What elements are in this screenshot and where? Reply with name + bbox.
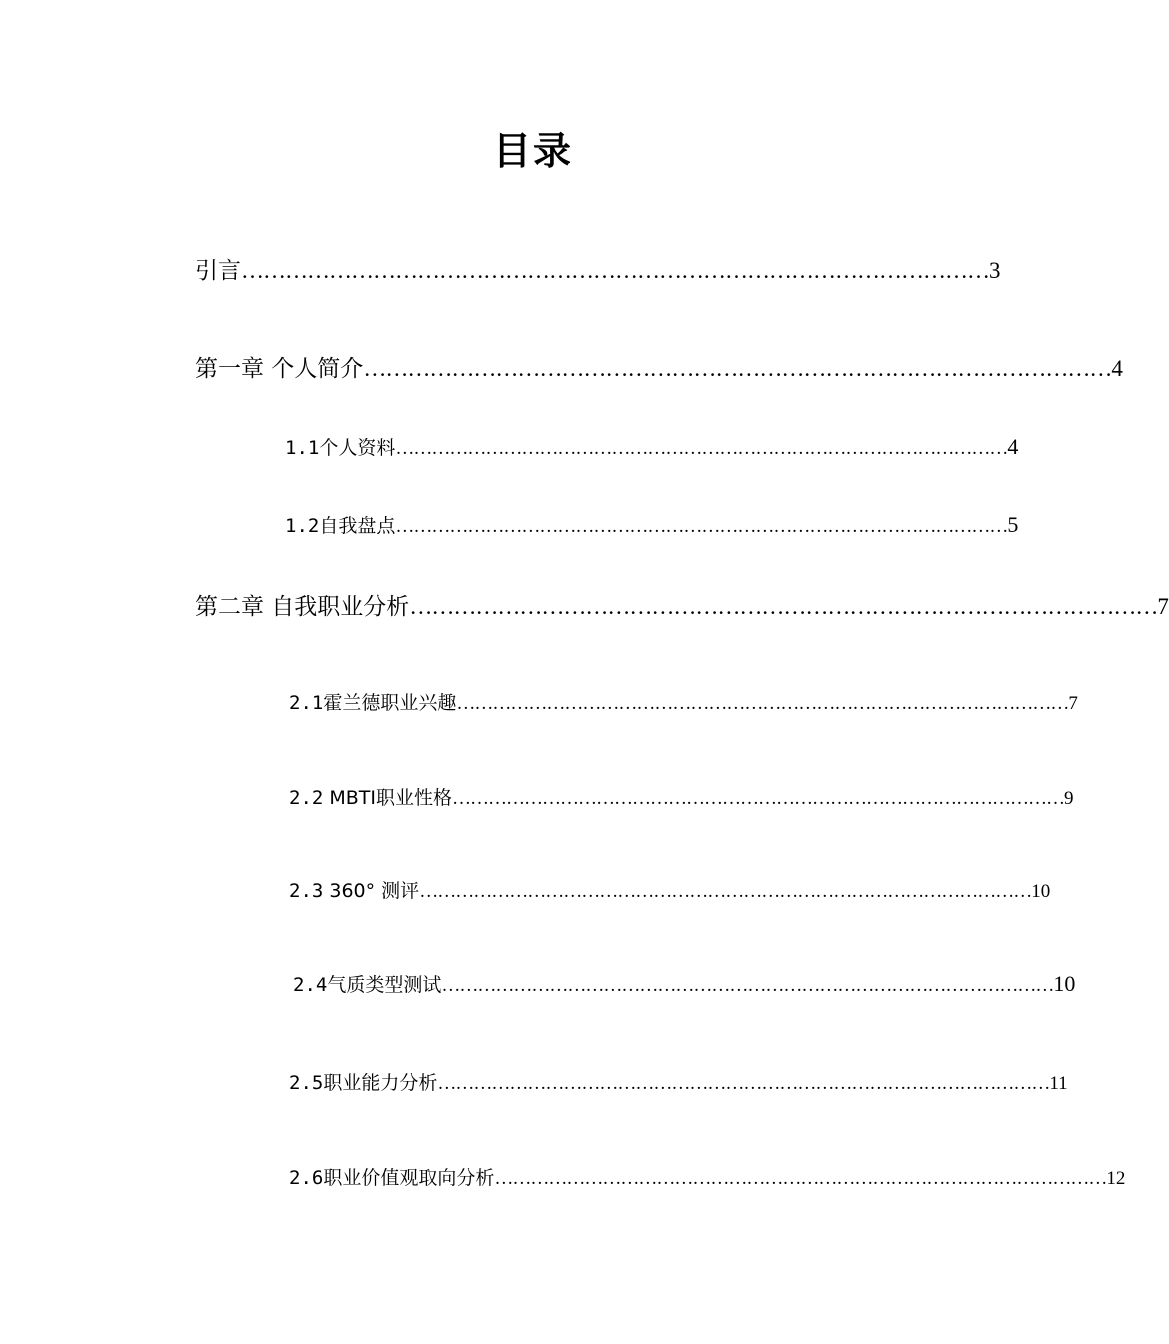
toc-entry-2-4[interactable] <box>293 970 1076 997</box>
toc-leader-dots: ………………………………………………………………………………………… <box>494 1168 1107 1189</box>
toc-entry-label: 霍兰德职业兴趣 <box>323 692 457 714</box>
toc-leader-dots: ………………………………………………………………………………………… <box>419 881 1032 902</box>
toc-entry-number: 2.6 <box>289 1167 324 1189</box>
toc-page-number: 9 <box>1064 788 1074 809</box>
toc-leader-dots: ………………………………………………………………………………………… <box>395 438 1008 459</box>
toc-page-number: 7 <box>1068 693 1078 714</box>
toc-page-number: 11 <box>1049 1073 1068 1094</box>
toc-entry-number: 2.1 <box>289 692 324 714</box>
toc-entry-2-6[interactable] <box>289 1163 1126 1190</box>
toc-entry-chapter-1[interactable] <box>195 350 1123 383</box>
toc-entry-2-5[interactable] <box>289 1068 1068 1095</box>
toc-entry-2-2[interactable] <box>289 783 1074 810</box>
toc-entry-label: MBTI职业性格 <box>323 787 453 809</box>
page-title: 目录 <box>492 129 573 173</box>
toc-entry-label: 第一章 个人简介 <box>195 356 364 382</box>
toc-entry-label: 职业能力分析 <box>323 1072 438 1094</box>
toc-entry-label: 气质类型测试 <box>327 974 442 996</box>
toc-entry-label: 第二章 自我职业分析 <box>195 594 410 620</box>
toc-leader-dots: ………………………………………………………………………………………… <box>456 693 1069 714</box>
toc-entry-number: 2.4 <box>293 974 328 996</box>
toc-entry-label: 职业价值观取向分析 <box>323 1167 495 1189</box>
toc-page-number: 10 <box>1031 881 1051 902</box>
toc-entry-number: 2.5 <box>289 1072 324 1094</box>
toc-entry-number: 2.2 <box>289 787 324 809</box>
toc-page-number: 4 <box>1111 356 1123 381</box>
toc-entry-1-2[interactable] <box>285 511 1019 538</box>
toc-leader-dots: ………………………………………………………………………………………… <box>437 1073 1050 1094</box>
toc-entry-label: 自我盘点 <box>319 515 396 537</box>
toc-entry-intro[interactable] <box>195 252 1001 285</box>
toc-entry-number: 2.3 <box>289 880 324 902</box>
toc-page-number: 4 <box>1007 434 1019 459</box>
toc-entry-number: 1.1 <box>285 437 320 459</box>
toc-page-number: 12 <box>1106 1168 1126 1189</box>
toc-leader-dots: ………………………………………………………………………………………… <box>363 356 1112 381</box>
toc-entry-label: 引言 <box>195 258 241 284</box>
toc-entry-label: 360° 测评 <box>323 880 420 902</box>
toc-page-number: 3 <box>989 258 1001 283</box>
toc-entry-chapter-2[interactable] <box>195 588 1169 621</box>
toc-entry-label: 个人资料 <box>319 437 396 459</box>
toc-entry-2-1[interactable] <box>289 688 1078 715</box>
toc-page-number: 5 <box>1007 512 1019 537</box>
toc-page-number: 10 <box>1053 971 1076 996</box>
toc-leader-dots: ………………………………………………………………………………………… <box>452 788 1065 809</box>
toc-entry-2-3[interactable] <box>289 876 1051 903</box>
toc-entry-number: 1.2 <box>285 515 320 537</box>
toc-leader-dots: ………………………………………………………………………………………… <box>409 594 1158 619</box>
toc-leader-dots: ………………………………………………………………………………………… <box>441 975 1054 996</box>
toc-leader-dots: ………………………………………………………………………………………… <box>395 516 1008 537</box>
toc-leader-dots: ………………………………………………………………………………………… <box>241 258 989 283</box>
toc-entry-1-1[interactable] <box>285 433 1019 460</box>
toc-page-number: 7 <box>1157 594 1169 619</box>
